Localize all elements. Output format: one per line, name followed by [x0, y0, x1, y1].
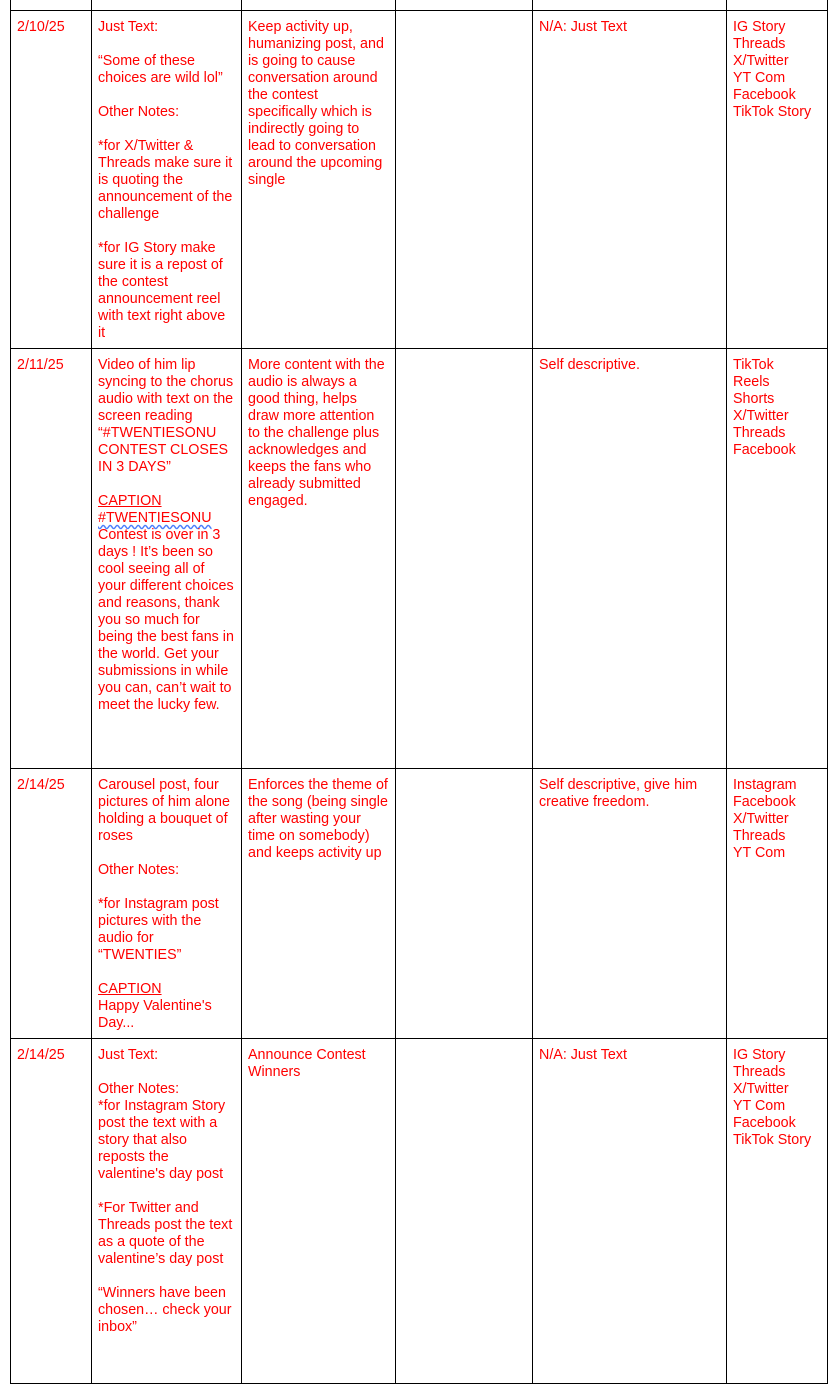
purpose-cell[interactable] — [242, 1039, 396, 1384]
platform-item: Reels — [733, 374, 770, 390]
platform-item: Facebook — [733, 794, 796, 810]
table-cell — [727, 0, 828, 11]
platforms-cell[interactable] — [727, 769, 828, 1039]
direction-text: N/A: Just Text — [539, 19, 627, 35]
notes-label: Other Notes: — [98, 1081, 180, 1097]
platform-item: IG Story — [733, 19, 786, 35]
direction-cell[interactable] — [533, 1039, 727, 1384]
platform-item: YT Com — [733, 845, 786, 861]
direction-cell[interactable] — [533, 349, 727, 769]
date-text: 2/10/25 — [17, 19, 65, 35]
platform-item: X/Twitter — [733, 408, 789, 424]
content-paragraph: *for Instagram post pictures with the audio for “TWENTIES” — [98, 896, 219, 963]
table-cell — [242, 0, 396, 11]
direction-cell[interactable] — [533, 769, 727, 1039]
content-cell[interactable] — [92, 11, 242, 349]
purpose-text: Enforces the theme of the song (being single after wasting your time on somebody) and keeps activity up — [248, 777, 388, 861]
table-row — [11, 11, 828, 349]
table-cell — [92, 0, 242, 11]
extra-cell[interactable] — [396, 1039, 533, 1384]
platform-item: X/Twitter — [733, 53, 789, 69]
platform-item: TikTok — [733, 357, 774, 373]
content-paragraph: “Winners have been chosen… check your inbox” — [98, 1285, 232, 1335]
content-paragraph: Just Text: — [98, 1047, 159, 1063]
notes-text: *for Instagram Story post the text with a story that also reposts the valentine's day post — [98, 1098, 226, 1182]
content-calendar-table — [10, 0, 828, 1384]
direction-text: N/A: Just Text — [539, 1047, 627, 1063]
extra-cell[interactable] — [396, 769, 533, 1039]
platform-item: YT Com — [733, 70, 786, 86]
table-row-previous — [11, 0, 828, 11]
date-cell[interactable] — [11, 349, 92, 769]
platform-item: Shorts — [733, 391, 775, 407]
content-paragraph: Other Notes: — [98, 104, 180, 120]
platforms-cell[interactable] — [727, 1039, 828, 1384]
content-paragraph: *for IG Story make sure it is a repost of the contest announcement reel with text right above it — [98, 240, 226, 341]
platform-item: Facebook — [733, 442, 796, 458]
extra-cell[interactable] — [396, 349, 533, 769]
extra-cell[interactable] — [396, 11, 533, 349]
date-text: 2/14/25 — [17, 777, 65, 793]
content-cell[interactable] — [92, 349, 242, 769]
platform-item: Instagram — [733, 777, 797, 793]
content-paragraph: *for X/Twitter & Threads make sure it is quoting the announcement of the challenge — [98, 138, 233, 222]
platform-item: X/Twitter — [733, 1081, 789, 1097]
hashtag-text: #TWENTIESONU — [98, 510, 212, 526]
platform-item: YT Com — [733, 1098, 786, 1114]
table-row — [11, 349, 828, 769]
platform-item: X/Twitter — [733, 811, 789, 827]
platform-item: IG Story — [733, 1047, 786, 1063]
content-paragraph: “Some of these choices are wild lol” — [98, 53, 223, 86]
platform-item: Threads — [733, 828, 786, 844]
caption-block — [98, 493, 235, 714]
platform-item: Threads — [733, 425, 786, 441]
caption-text: Happy Valentine's Day... — [98, 998, 212, 1031]
content-paragraph: *For Twitter and Threads post the text as a quote of the valentine’s day post — [98, 1200, 233, 1267]
table-cell — [396, 0, 533, 11]
content-paragraph: Just Text: — [98, 19, 159, 35]
date-text: 2/14/25 — [17, 1047, 65, 1063]
content-paragraph: Video of him lip syncing to the chorus audio with text on the screen reading “#TWENTIESONU CONTEST CLOSES IN 3 DAYS” — [98, 357, 234, 475]
direction-text: Self descriptive, give him creative freedom. — [539, 777, 698, 810]
platform-item: Facebook — [733, 1115, 796, 1131]
date-cell[interactable] — [11, 11, 92, 349]
purpose-text: Announce Contest Winners — [248, 1047, 366, 1080]
content-paragraph: Carousel post, four pictures of him alone holding a bouquet of roses — [98, 777, 230, 844]
direction-cell[interactable] — [533, 11, 727, 349]
date-cell[interactable] — [11, 1039, 92, 1384]
date-cell[interactable] — [11, 769, 92, 1039]
caption-label: CAPTION — [98, 493, 162, 509]
table-row — [11, 769, 828, 1039]
date-text: 2/11/25 — [17, 357, 64, 373]
platforms-cell[interactable] — [727, 11, 828, 349]
table-cell — [11, 0, 92, 11]
platform-item: Threads — [733, 36, 786, 52]
platforms-cell[interactable] — [727, 349, 828, 769]
platform-item: Facebook — [733, 87, 796, 103]
caption-text: Contest is over in 3 days ! It’s been so cool seeing all of your different choices and reasons, thank you so much for being the best fans in the world. Get your submissions in while you can, can’t wait to meet the lucky few. — [98, 527, 234, 713]
caption-label: CAPTION — [98, 981, 162, 997]
purpose-cell[interactable] — [242, 349, 396, 769]
content-cell[interactable] — [92, 769, 242, 1039]
content-paragraph: Other Notes: — [98, 862, 180, 878]
table-cell — [533, 0, 727, 11]
caption-block — [98, 981, 235, 1032]
purpose-text: More content with the audio is always a good thing, helps draw more attention to the challenge plus acknowledges and keeps the fans who already submitted engaged. — [248, 357, 385, 509]
purpose-text: Keep activity up, humanizing post, and is going to cause conversation around the contest specifically which is indirectly going to lead to conversation around the upcoming single — [248, 19, 384, 188]
table-row — [11, 1039, 828, 1384]
purpose-cell[interactable] — [242, 769, 396, 1039]
content-cell[interactable] — [92, 1039, 242, 1384]
direction-text: Self descriptive. — [539, 357, 640, 373]
platform-item: TikTok Story — [733, 104, 812, 120]
notes-block — [98, 1081, 235, 1183]
purpose-cell[interactable] — [242, 11, 396, 349]
platform-item: TikTok Story — [733, 1132, 812, 1148]
platform-item: Threads — [733, 1064, 786, 1080]
